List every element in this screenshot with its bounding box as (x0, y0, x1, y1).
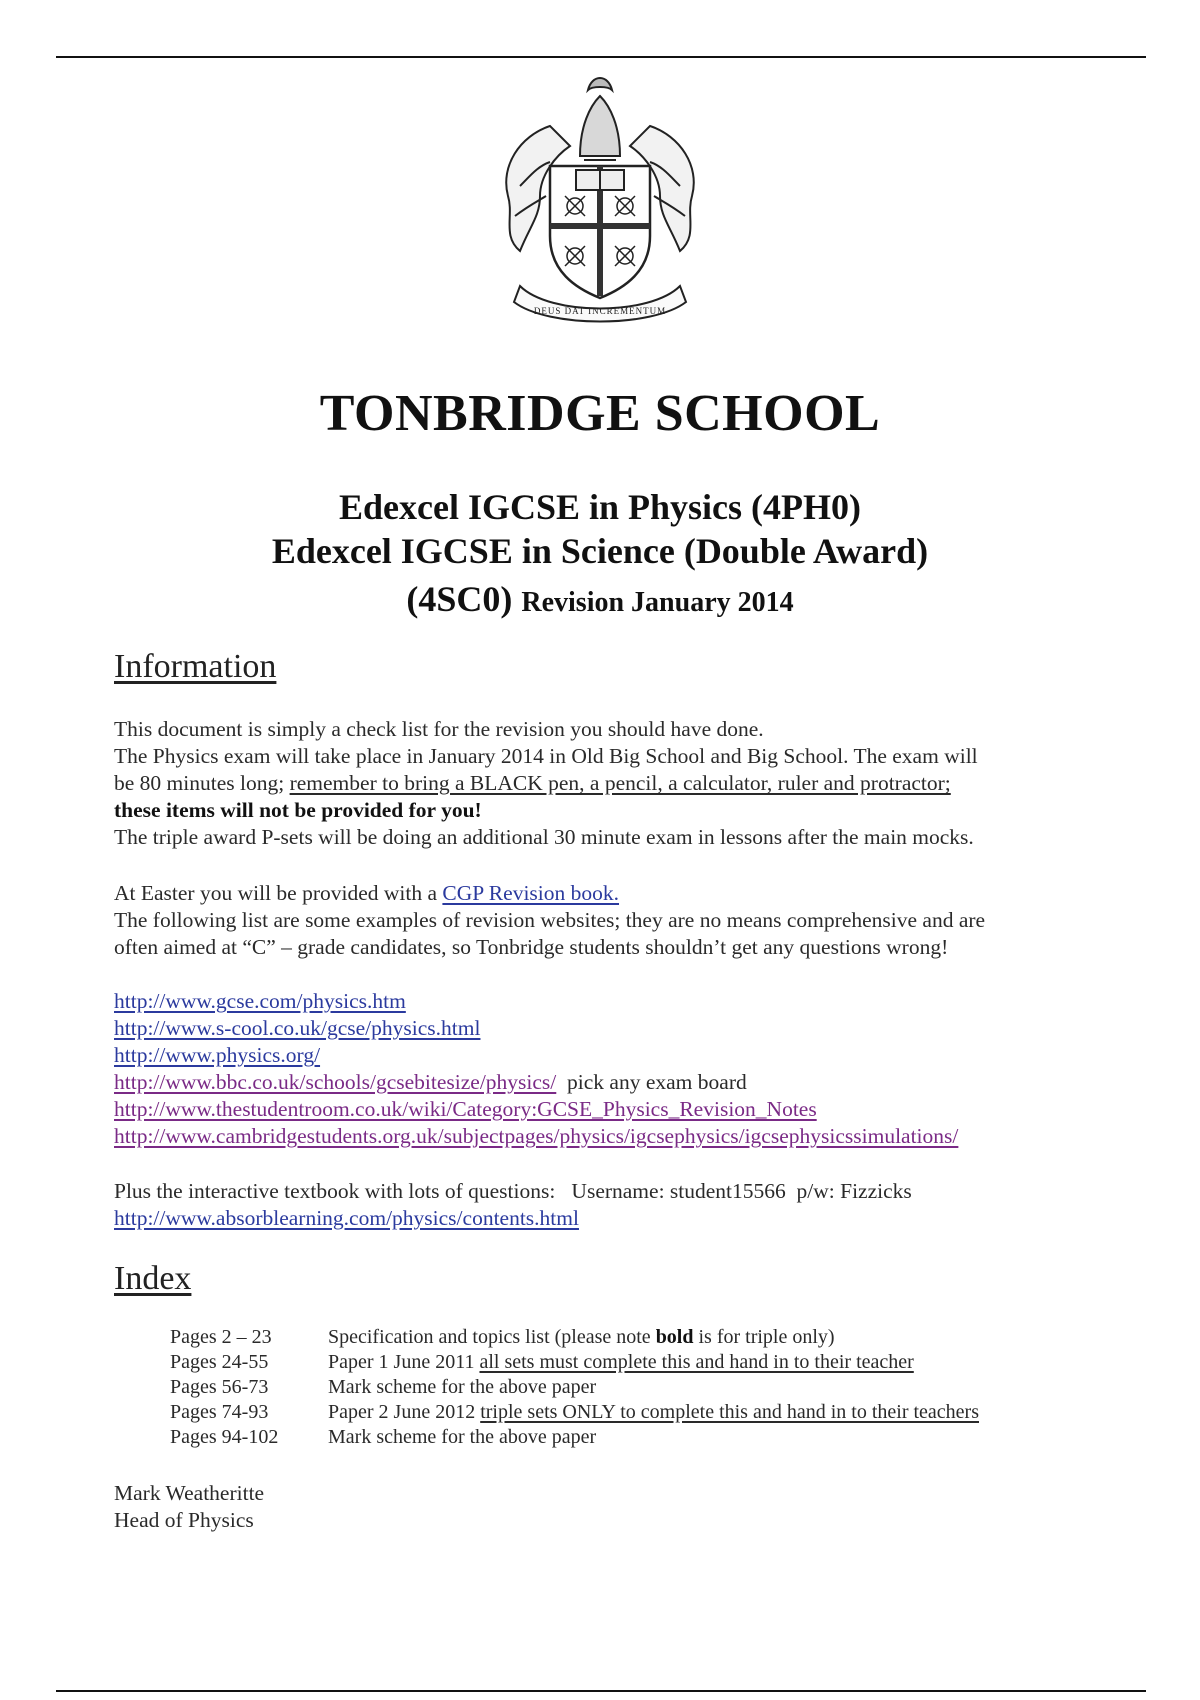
list-item (114, 1015, 1094, 1042)
index-desc-text: Paper 1 June 2011 (328, 1351, 480, 1373)
index-desc-text: is for triple only) (693, 1326, 835, 1348)
index-description (328, 1326, 979, 1351)
index-description: Mark scheme for the above paper (328, 1376, 597, 1398)
information-heading: Information (114, 648, 277, 685)
subtitle-science: Edexcel IGCSE in Science (Double Award) (271, 531, 929, 571)
revision-link-s-cool[interactable]: http://www.s-cool.co.uk/gcse/physics.html (114, 1016, 481, 1040)
table-row (170, 1376, 979, 1401)
signature-block (114, 1480, 1094, 1534)
subtitle-physics: Edexcel IGCSE in Physics (4PH0) (338, 487, 862, 527)
info-line-text: At Easter you will be provided with a (114, 881, 443, 905)
info-line: often aimed at “C” – grade candidates, so Tonbridge students shouldn’t get any questions wrong! (114, 935, 949, 959)
list-item (114, 1123, 1094, 1150)
index-desc-text: Specification and topics list (please note (328, 1326, 656, 1348)
textbook-credentials: Plus the interactive textbook with lots of questions: Username: student15566 p/w: Fizzicks (114, 1179, 912, 1203)
info-line: The following list are some examples of revision websites; they are no means comprehensive and are (114, 908, 986, 932)
signature-name: Mark Weatheritte (114, 1481, 265, 1505)
cgp-revision-book-link[interactable]: CGP Revision book. (442, 881, 620, 905)
revision-link-bbc[interactable]: http://www.bbc.co.uk/schools/gcsebitesize/physics/ (114, 1070, 557, 1094)
info-line-text: be 80 minutes long; (114, 771, 290, 795)
list-item (114, 1069, 1094, 1096)
interactive-textbook-info (114, 1178, 1094, 1232)
index-desc-text: Paper 2 June 2012 (328, 1401, 481, 1423)
info-line: The triple award P-sets will be doing an additional 30 minute exam in lessons after the main mocks. (114, 825, 974, 849)
index-pages: Pages 2 – 23 (170, 1326, 272, 1348)
table-row (170, 1326, 979, 1351)
info-line: The Physics exam will take place in January 2014 in Old Big School and Big School. The exam will (114, 744, 978, 768)
absorblearning-link[interactable]: http://www.absorblearning.com/physics/contents.html (114, 1206, 579, 1230)
list-item (114, 988, 1094, 1015)
index-pages: Pages 24-55 (170, 1351, 269, 1373)
school-crest-logo (480, 66, 720, 330)
index-desc-underlined: all sets must complete this and hand in to their teacher (479, 1351, 914, 1373)
revision-links-list (114, 988, 1094, 1150)
revision-link-studentroom[interactable]: http://www.thestudentroom.co.uk/wiki/Category:GCSE_Physics_Revision_Notes (114, 1097, 817, 1121)
revision-link-physics-org[interactable]: http://www.physics.org/ (114, 1043, 321, 1067)
info-line (114, 770, 1094, 797)
index-desc-underlined: triple sets ONLY to complete this and hand in to their teachers (480, 1401, 979, 1423)
index-description (328, 1351, 979, 1376)
index-heading: Index (114, 1260, 192, 1297)
equipment-reminder: remember to bring a BLACK pen, a pencil, a calculator, ruler and protractor; (289, 771, 951, 795)
information-paragraph-2 (114, 880, 1094, 961)
subtitle-revision (0, 578, 1200, 620)
table-row (170, 1401, 979, 1426)
signature-role: Head of Physics (114, 1508, 254, 1532)
table-row (170, 1426, 979, 1451)
crest-motto: DEUS DAT INCREMENTUM (533, 306, 667, 316)
table-row (170, 1351, 979, 1376)
equipment-warning: these items will not be provided for you! (114, 798, 482, 822)
revision-link-cambridgestudents[interactable]: http://www.cambridgestudents.org.uk/subjectpages/physics/igcsephysics/igcsephysicssimulations/ (114, 1124, 959, 1148)
index-pages: Pages 94-102 (170, 1426, 279, 1448)
index-description (328, 1401, 979, 1426)
list-item (114, 1205, 1094, 1232)
top-rule (56, 56, 1146, 58)
information-paragraph-1 (114, 716, 1094, 851)
index-pages: Pages 56-73 (170, 1376, 269, 1398)
bottom-rule (56, 1690, 1146, 1692)
info-line: This document is simply a check list for the revision you should have done. (114, 717, 764, 741)
revision-link-gcse[interactable]: http://www.gcse.com/physics.htm (114, 989, 406, 1013)
subtitle-revision-date: Revision January 2014 (521, 587, 794, 618)
list-item (114, 1096, 1094, 1123)
info-line (114, 880, 1094, 907)
index-table (170, 1326, 979, 1451)
index-desc-bold: bold (655, 1326, 694, 1348)
school-title: TONBRIDGE SCHOOL (319, 385, 881, 442)
subtitle-code: (4SC0) (406, 579, 513, 619)
index-pages: Pages 74-93 (170, 1401, 269, 1423)
link-note: pick any exam board (567, 1070, 747, 1094)
index-description: Mark scheme for the above paper (328, 1426, 597, 1448)
list-item (114, 1042, 1094, 1069)
